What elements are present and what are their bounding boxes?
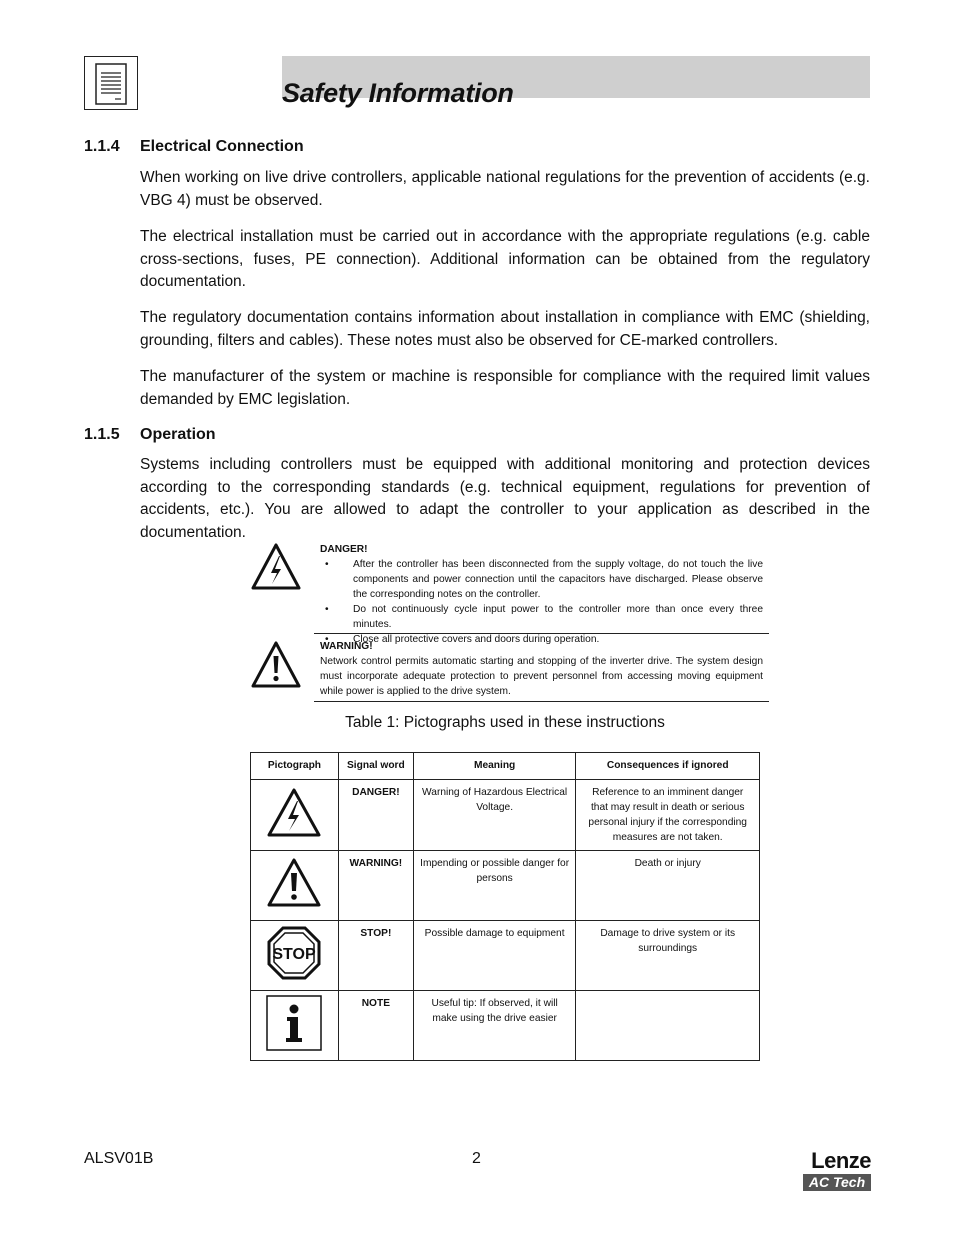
section-number: 1.1.5: [84, 426, 120, 443]
column-header: Pictograph: [251, 753, 339, 780]
column-header: Meaning: [413, 753, 576, 780]
pictograph-cell: [251, 921, 339, 991]
paragraph: The electrical installation must be carried out in accordance with the appropriate regulations (e.g. cable cross-sections, fuses, PE connection). Additional information can be obtained from the regulatory documentation.: [140, 228, 870, 290]
document-icon: [84, 56, 138, 110]
paragraph: The regulatory documentation contains information about installation in compliance with EMC (shielding, grounding, filters and cables). These notes must also be observed for CE-marked controllers.: [140, 309, 870, 349]
paragraph: Systems including controllers must be equipped with additional monitoring and protection devices according to the corresponding standards (e.g. technical equipment, regulations for prevention of accidents, etc.). You are allowed to adapt the controller to your application as described in the documentation.: [140, 456, 870, 541]
table-header-row: [251, 753, 760, 780]
exclamation-warning-icon: [250, 640, 302, 695]
pictograph-table: [250, 752, 760, 1061]
stop-sign-text: STOP: [272, 946, 317, 963]
section-title: Electrical Connection: [140, 138, 304, 155]
signal-word: DANGER!: [338, 780, 413, 851]
section-title: Operation: [140, 426, 216, 443]
page-title: Safety Information: [282, 78, 514, 108]
signal-word: WARNING!: [338, 851, 413, 921]
consequence-cell: [576, 991, 760, 1061]
table-caption: Table 1: Pictographs used in these instructions: [345, 714, 665, 731]
consequence-cell: Death or injury: [576, 851, 760, 921]
info-icon: [266, 995, 322, 1051]
consequence-cell: Damage to drive system or its surroundings: [576, 921, 760, 991]
notice-heading: WARNING!: [320, 641, 373, 652]
pictograph-cell: [251, 851, 339, 921]
meaning-cell: Impending or possible danger for persons: [413, 851, 576, 921]
list-item: • Close all protective covers and doors during operation.: [320, 632, 763, 647]
column-header: Signal word: [338, 753, 413, 780]
consequence-cell: Reference to an imminent danger that may result in death or serious personal injury if the corresponding measures are not taken.: [576, 780, 760, 851]
danger-notice: [314, 542, 769, 645]
table-row: [251, 991, 760, 1061]
notice-text: Network control permits automatic starting and stopping of the inverter drive. The system design must incorporate adequate protection to prevent personnel from accessing moving equipment while power is applied to the drive system.: [320, 656, 763, 697]
meaning-cell: Possible damage to equipment: [413, 921, 576, 991]
high-voltage-icon: [250, 542, 302, 597]
exclamation-warning-icon: [266, 857, 322, 909]
table-row: [251, 851, 760, 921]
notice-heading: DANGER!: [320, 544, 368, 555]
section-number: 1.1.4: [84, 138, 120, 155]
list-item: • Do not continuously cycle input power to the controller more than once every three minutes.: [320, 602, 763, 632]
table-row: [251, 780, 760, 851]
lenze-logo: [803, 1150, 871, 1191]
logo-wordmark: Lenze: [811, 1148, 871, 1173]
paragraph: When working on live drive controllers, applicable national regulations for the prevention of accidents (e.g. VBG 4) must be observed.: [140, 169, 870, 209]
page-number: 2: [472, 1150, 481, 1167]
pictograph-cell: [251, 991, 339, 1061]
meaning-cell: Warning of Hazardous Electrical Voltage.: [413, 780, 576, 851]
logo-subtitle: AC Tech: [803, 1174, 871, 1191]
pictograph-cell: [251, 780, 339, 851]
list-item: • After the controller has been disconnected from the supply voltage, do not touch the live components and power connection until the capacitors have discharged. Please observe the corresponding notes on the controller.: [320, 557, 763, 602]
column-header: Consequences if ignored: [576, 753, 760, 780]
high-voltage-icon: [266, 787, 322, 839]
paragraph: The manufacturer of the system or machine is responsible for compliance with the required limit values demanded by EMC legislation.: [140, 368, 870, 408]
signal-word: NOTE: [338, 991, 413, 1061]
warning-notice: [314, 639, 769, 702]
document-code: ALSV01B: [84, 1150, 154, 1167]
notice-divider: [314, 633, 769, 634]
meaning-cell: Useful tip: If observed, it will make using the drive easier: [413, 991, 576, 1061]
signal-word: STOP!: [338, 921, 413, 991]
stop-sign-icon: [266, 925, 322, 981]
table-row: [251, 921, 760, 991]
